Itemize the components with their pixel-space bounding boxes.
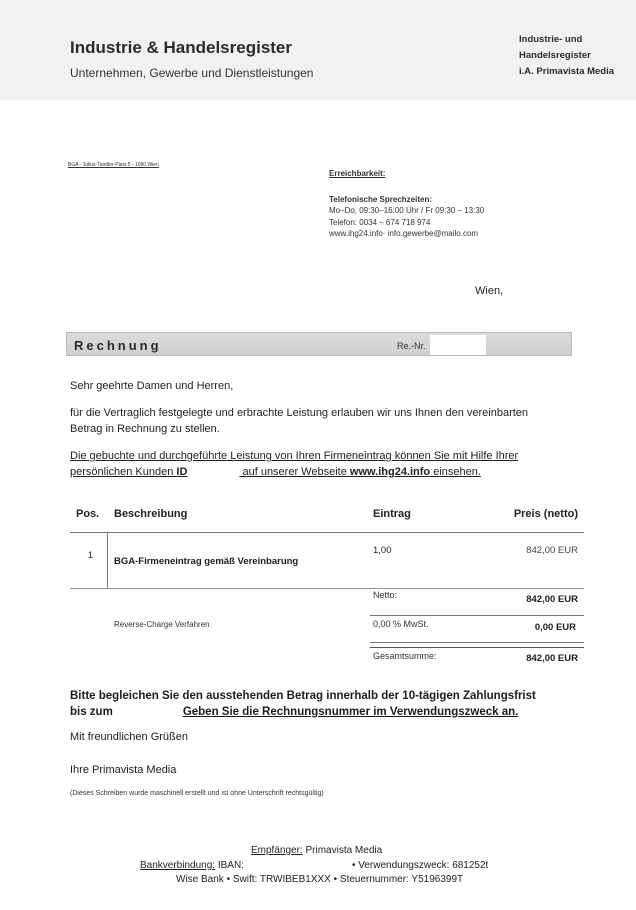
footer-bank-details: Wise Bank • Swift: TRWIBEB1XXX • Steuernummer: Y5196399T [176, 874, 464, 885]
recipient-name: Primavista Media [302, 845, 383, 856]
table-header-divider [70, 532, 584, 533]
invoice-number-redacted [430, 335, 486, 355]
sender-address-line: BGA - Julius-Tandler-Platz 5 - 1090 Wien [68, 162, 159, 168]
invoice-number-label: Re.-Nr. [397, 341, 426, 351]
col-header-pos: Pos. [76, 508, 100, 520]
iban-label: IBAN: [215, 860, 244, 871]
closing-phrase: Mit freundlichen Grüßen [70, 731, 188, 743]
company-right-line: Handelsregister [519, 50, 591, 61]
netto-value: 842,00 EUR [526, 594, 578, 605]
contact-hours: Mo–Do, 09:30–16:00 Uhr / Fr 09:30 – 13:30 [329, 206, 485, 215]
vat-divider [370, 642, 584, 643]
total-value: 842,00 EUR [526, 653, 578, 664]
payment-line-1: Bitte begleichen Sie den ausstehenden Betrag innerhalb der 10-tägigen Zahlungsfrist [70, 690, 536, 702]
footer-recipient [251, 845, 382, 856]
contact-web: www.ihg24.info· info.gewerbe@mailo.com [329, 229, 479, 238]
contact-block [329, 168, 484, 240]
contact-phone: Telefon: 0034 – 674 718 974 [329, 217, 431, 227]
contact-heading: Erreichbarkeit: [329, 169, 386, 178]
col-header-price: Preis (netto) [513, 508, 578, 520]
customer-id-paragraph [70, 448, 570, 480]
row-pos: 1 [88, 550, 94, 560]
place-date: Wien, [475, 285, 504, 297]
payment-purpose: • Verwendungszweck: 681252t [351, 860, 489, 871]
intro-paragraph: für die Vertraglich festgelegte und erbrachte Leistung erlauben wir uns Ihnen den vereinbarten Betrag in Rechnung zu stellen. [70, 407, 529, 435]
para-text: einsehen. [430, 466, 481, 478]
company-block-right [519, 32, 614, 80]
recipient-label: Empfänger: [251, 845, 303, 856]
row-description: BGA-Firmeneintrag gemäß Vereinbarung [114, 556, 299, 567]
company-subtitle: Unternehmen, Gewerbe und Dienstleistungen [70, 66, 314, 80]
machine-generated-note: (Dieses Schreiben wurde maschinell erstellt und ist ohne Unterschrift rechtsgültig) [70, 790, 324, 797]
signer-name: Ihre Primavista Media [70, 764, 177, 776]
payment-notice [70, 688, 536, 720]
payment-due-label: bis zum [70, 706, 113, 718]
vat-divider-double [370, 647, 584, 648]
para-text: Die gebuchte und durchgeführte Leistung von Ihren Firmeneintrag können Sie mit Hilfe Ihrer persönlichen Kunden [70, 450, 519, 478]
vat-value: 0,00 EUR [534, 622, 576, 633]
invoice-title: Rechnung [74, 338, 162, 353]
footer-bank [140, 860, 488, 871]
row-price: 842,00 EUR [526, 545, 578, 556]
col-header-description: Beschreibung [114, 508, 188, 520]
netto-label: Netto: [373, 590, 398, 600]
col-header-entry: Eintrag [373, 508, 411, 520]
greeting: Sehr geehrte Damen und Herren, [70, 380, 234, 392]
table-column-divider [107, 533, 108, 588]
reverse-charge-note: Reverse-Charge Verfahren [114, 620, 210, 629]
website-link: www.ihg24.info [349, 466, 431, 478]
table-row-divider [70, 588, 584, 589]
para-text: auf unserer Webseite [239, 466, 350, 478]
payment-line-2 [70, 704, 536, 720]
total-label: Gesamtsumme: [373, 651, 437, 661]
contact-hours-label: Telefonische Sprechzeiten: [329, 194, 432, 204]
payment-reference-instruction: Geben Sie die Rechnungsnummer im Verwendungszweck an. [182, 706, 519, 718]
bank-label: Bankverbindung: [140, 860, 216, 871]
customer-id-label: ID [176, 466, 188, 478]
company-right-line: i.A. Primavista Media [519, 66, 615, 77]
row-quantity: 1,00 [373, 545, 392, 556]
company-right-line: Industrie- und [519, 34, 583, 45]
netto-divider [370, 615, 584, 616]
company-title: Industrie & Handelsregister [70, 38, 293, 57]
vat-label: 0,00 % MwSt. [373, 619, 429, 629]
